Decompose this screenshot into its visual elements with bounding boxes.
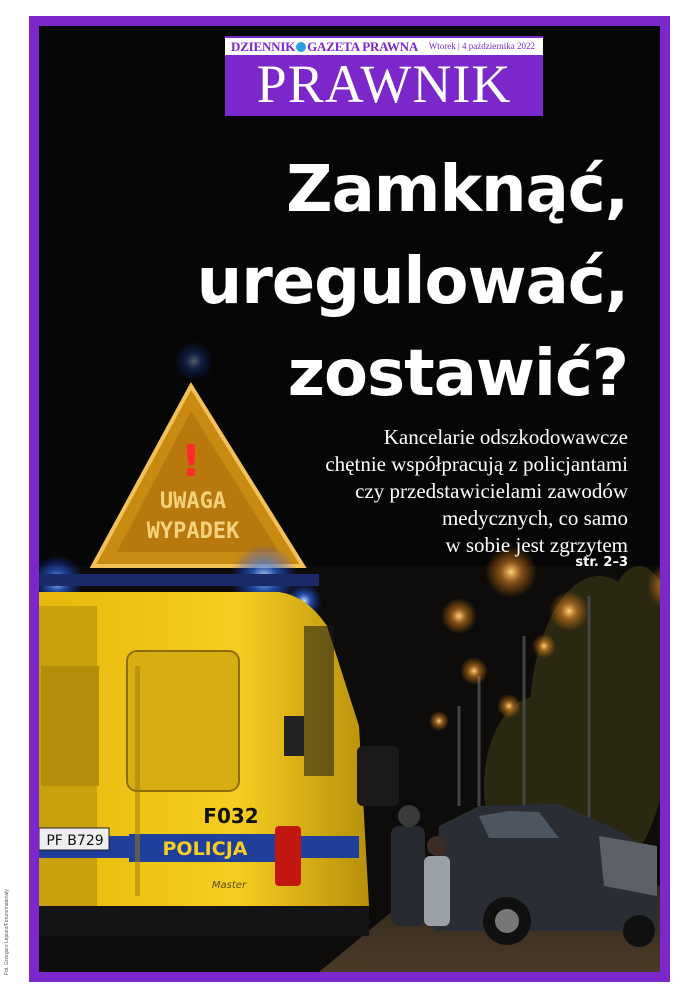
- lead-line-2: chętnie współpracują z policjantami: [325, 452, 628, 476]
- lead-line-1: Kancelarie odszkodowawcze: [383, 425, 628, 449]
- van-label: POLICJA: [162, 838, 248, 860]
- issue-date: Wtorek | 4 października 2022: [428, 41, 535, 51]
- page-reference: str. 2–3: [575, 555, 628, 570]
- masthead-top-bar: [225, 38, 543, 55]
- van-plate: PF B729: [46, 833, 104, 849]
- photo-credit: Fot. Grzegorz Lepiarz/Forum/materiały: [4, 889, 10, 975]
- brand-right: GAZETA PRAWNA: [307, 39, 419, 54]
- lead-line-3: czy przedstawicielami zawodów: [355, 479, 628, 503]
- brand-left: DZIENNIK: [231, 39, 296, 54]
- sign-text-uwaga: UWAGA: [159, 489, 227, 514]
- lead-line-4: medycznych, co samo: [441, 506, 628, 530]
- van-number: F032: [203, 804, 259, 828]
- section-title: PRAWNIK: [256, 54, 512, 114]
- lead-paragraph: [268, 424, 628, 559]
- van-model: Master: [211, 880, 247, 891]
- sign-exclamation: !: [180, 436, 202, 487]
- sign-text-wypadek: WYPADEK: [146, 519, 240, 544]
- headline-line-3: zostawić?: [287, 337, 628, 411]
- lead-line-5: w sobie jest zgrzytem: [445, 533, 628, 557]
- brand-name: [231, 39, 418, 55]
- globe-icon: [296, 42, 306, 52]
- masthead: [225, 36, 543, 116]
- headline-line-1: Zamknąć,: [286, 153, 628, 227]
- cover-frame: [29, 16, 670, 982]
- headline: [68, 144, 628, 420]
- headline-line-2: uregulować,: [196, 245, 628, 319]
